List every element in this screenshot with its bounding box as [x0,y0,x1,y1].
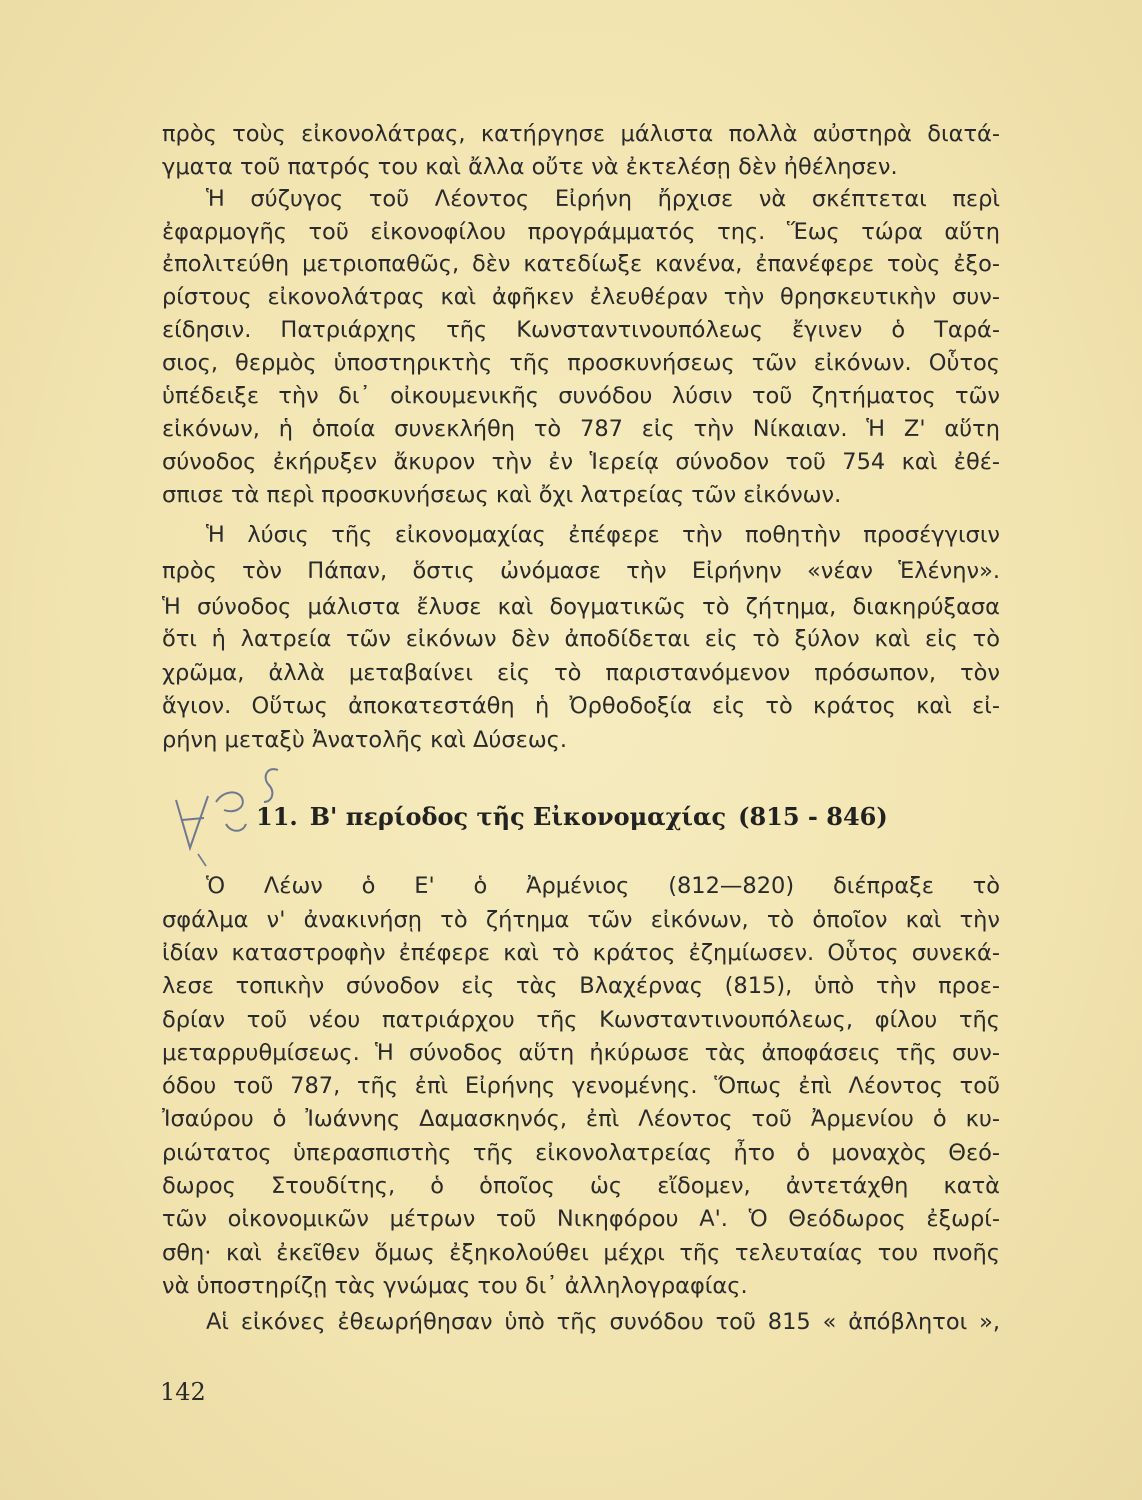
text-line: Ἡ λύσις τῆς εἰκονομαχίας ἐπέφερε τὴν ποθητὴν προσέγγισιν [206,522,1000,548]
text-line: ἐφαρμογῆς τοῦ εἰκονοφίλου προγράμματός της. Ἕως τώρα αὕτη [162,219,1000,245]
text-line: σφάλμα ν' ἀνακινήσῃ τὸ ζήτημα τῶν εἰκόνων, τὸ ὁποῖον καὶ τὴν [162,907,1000,933]
text-line: μεταρρυθμίσεως. Ἡ σύνοδος αὕτη ἠκύρωσε τὰς ἀποφάσεις τῆς συν- [162,1040,1000,1066]
section-years: (815 - 846) [738,802,888,831]
text-line: πρὸς τὸν Πάπαν, ὅστις ὠνόμασε τὴν Εἰρήνην «νέαν Ἑλένην». [162,558,1000,584]
text-line: Ἰσαύρου ὁ Ἰωάννης Δαμασκηνός, ἐπὶ Λέοντος τοῦ Ἀρμενίου ὁ κυ- [162,1106,1000,1132]
section-number: 11. [256,802,298,831]
text-line: ἐπολιτεύθη μετριοπαθῶς, δὲν κατεδίωξε κανένα, ἐπανέφερε τοὺς ἐξο- [162,251,1000,277]
text-line: σύνοδος ἐκήρυξεν ἄκυρον τὴν ἐν Ἱερείᾳ σύνοδον τοῦ 754 καὶ ἐθέ- [162,449,1000,475]
text-line: Αἱ εἰκόνες ἐθεωρήθησαν ὑπὸ τῆς συνόδου τοῦ 815 « ἀπόβλητοι », [206,1309,1000,1335]
text-line: λεσε τοπικὴν σύνοδον εἰς τὰς Βλαχέρνας (815), ὑπὸ τὴν προε- [162,973,1000,999]
text-line: Ὁ Λέων ὁ Ε' ὁ Ἀρμένιος (812—820) διέπραξε τὸ [206,873,1000,899]
text-line: ἰδίαν καταστροφὴν ἐπέφερε καὶ τὸ κράτος ἐζημίωσεν. Οὗτος συνεκά- [162,940,1000,966]
text-line: ριώτατος ὑπερασπιστὴς τῆς εἰκονολατρείας ἦτο ὁ μοναχὸς Θεό- [162,1140,1000,1166]
text-line: Ἡ σύνοδος μάλιστα ἔλυσε καὶ δογματικῶς τὸ ζήτημα, διακηρύξασα [162,594,1000,620]
section-heading [256,797,888,837]
text-line: πρὸς τοὺς εἰκονολάτρας, κατήργησε μάλιστα πολλὰ αὐστηρὰ διατά- [162,121,1000,147]
text-line: Ἡ σύζυγος τοῦ Λέοντος Εἰρήνη ἤρχισε νὰ σκέπτεται περὶ [206,186,1000,212]
text-line: ρίστους εἰκονολάτρας καὶ ἀφῆκεν ἐλευθέραν τὴν θρησκευτικὴν συν- [162,284,1000,310]
text-line: είδησιν. Πατριάρχης τῆς Κωνσταντινουπόλεως ἔγινεν ὁ Ταρά- [162,317,1000,343]
text-line: σπισε τὰ περὶ προσκυνήσεως καὶ ὄχι λατρείας τῶν εἰκόνων. [162,482,842,508]
text-line: δρίαν τοῦ νέου πατριάρχου τῆς Κωνσταντινουπόλεως, φίλου τῆς [162,1007,1000,1033]
text-line: εἰκόνων, ἡ ὁποία συνεκλήθη τὸ 787 εἰς τὴν Νίκαιαν. Ἡ Ζ' αὕτη [162,416,1000,442]
text-line: γματα τοῦ πατρός του καὶ ἄλλα οὔτε νὰ ἐκτελέσῃ δὲν ἠθέλησεν. [162,154,898,180]
text-line: τῶν οἰκονομικῶν μέτρων τοῦ Νικηφόρου Α'. Ὁ Θεόδωρος ἐξωρί- [162,1206,1000,1232]
text-line: σιος, θερμὸς ὑποστηρικτὴς τῆς προσκυνήσεως τῶν εἰκόνων. Οὗτος [162,350,1000,376]
text-line: χρῶμα, ἀλλὰ μεταβαίνει εἰς τὸ παριστανόμενον πρόσωπον, τὸν [162,660,1000,686]
text-line: ρήνη μεταξὺ Ἀνατολῆς καὶ Δύσεως. [162,727,568,753]
text-line: ἅγιον. Οὕτως ἀποκατεστάθη ἡ Ὀρθοδοξία εἰς τὸ κράτος καὶ εἰ- [162,693,1000,719]
page-number: 142 [160,1378,206,1406]
text-line: δωρος Στουδίτης, ὁ ὁποῖος ὡς εἴδομεν, ἀντετάχθη κατὰ [162,1173,1000,1199]
text-line: ὑπέδειξε τὴν δι᾿ οἰκουμενικῆς συνόδου λύσιν τοῦ ζητήματος τῶν [162,383,1000,409]
section-title: Β' περίοδος τῆς Εἰκονομαχίας [309,802,727,831]
text-line: νὰ ὑποστηρίζῃ τὰς γνώμας του δι᾿ ἀλληλογραφίας. [162,1273,748,1299]
text-line: σθη· καὶ ἐκεῖθεν ὅμως ἐξηκολούθει μέχρι τῆς τελευταίας του πνοῆς [162,1240,1000,1266]
text-line: ὅτι ἡ λατρεία τῶν εἰκόνων δὲν ἀποδίδεται εἰς τὸ ξύλον καὶ εἰς τὸ [162,626,1000,652]
text-line: όδου τοῦ 787, τῆς ἐπὶ Εἰρήνης γενομένης. Ὅπως ἐπὶ Λέοντος τοῦ [162,1073,1000,1099]
